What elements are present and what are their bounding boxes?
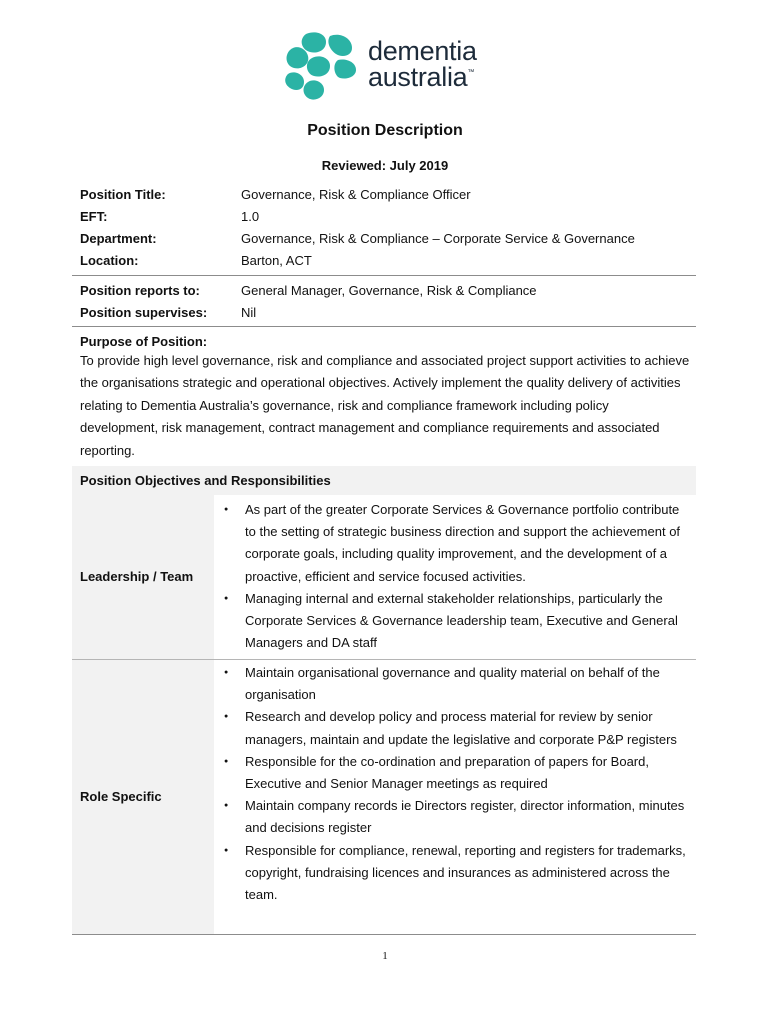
field-value: 1.0 [241, 209, 260, 224]
purpose-heading: Purpose of Position: [80, 334, 208, 349]
brain-logo-icon [282, 30, 366, 102]
role-specific-bullet-list [222, 662, 692, 906]
leadership-bullet-list [222, 499, 692, 654]
field-value: General Manager, Governance, Risk & Compliance [241, 283, 537, 298]
field-value: Governance, Risk & Compliance Officer [241, 187, 471, 202]
divider [72, 275, 696, 276]
field-label: Location: [80, 253, 139, 268]
divider [72, 934, 696, 935]
field-label: Department: [80, 231, 157, 246]
logo-word-dementia: dementia [368, 36, 477, 66]
field-value: Nil [241, 305, 257, 320]
page-number: 1 [382, 950, 388, 962]
list-item: ● Managing internal and external stakeholder relationships, particularly the Corporate Services & Governance leadership team, Executive and General Managers and DA staff [222, 588, 692, 655]
list-item: ● Maintain organisational governance and quality material on behalf of the organisation [222, 662, 692, 706]
field-value: Barton, ACT [241, 253, 312, 268]
reviewed-date: Reviewed: July 2019 [321, 158, 449, 173]
list-item: ● Research and develop policy and process material for review by senior managers, maintain and update the legislative and corporate P&P registers [222, 706, 692, 750]
trademark-mark: ™ [467, 69, 475, 76]
field-label: Position reports to: [80, 283, 200, 298]
field-label: EFT: [80, 209, 108, 224]
section-label-role-specific: Role Specific [80, 789, 162, 804]
section-label-leadership: Leadership / Team [80, 569, 194, 584]
divider [72, 326, 696, 327]
list-item: ● Maintain company records ie Directors register, director information, minutes and decisions register [222, 795, 692, 839]
list-item: ● Responsible for the co-ordination and preparation of papers for Board, Executive and Senior Manager meetings as required [222, 751, 692, 795]
purpose-text: To provide high level governance, risk and compliance and associated project support activities to achieve the organisations strategic and operational objectives. Actively implement the quality delivery of activities relating to Dementia Australia’s governance, risk and compliance framework including policy development, risk management, contract management and compliance requirements and associated reporting. [80, 353, 690, 458]
logo-word-australia: australia [368, 62, 468, 92]
list-item: ● As part of the greater Corporate Services & Governance portfolio contribute to the setting of strategic business direction and support the achievement of corporate goals, including quality improvement, and the development of a proactive, efficient and service focused activities. [222, 499, 692, 588]
page-title: Position Description [307, 122, 463, 139]
field-label: Position Title: [80, 187, 166, 202]
field-value: Governance, Risk & Compliance – Corporate Service & Governance [241, 231, 635, 246]
list-item: ● Responsible for compliance, renewal, reporting and registers for trademarks, copyright, fundraising licences and insurances as administered across the team. [222, 840, 692, 907]
dementia-australia-logo [282, 30, 497, 102]
field-label: Position supervises: [80, 305, 208, 320]
objectives-heading: Position Objectives and Responsibilities [80, 473, 331, 488]
